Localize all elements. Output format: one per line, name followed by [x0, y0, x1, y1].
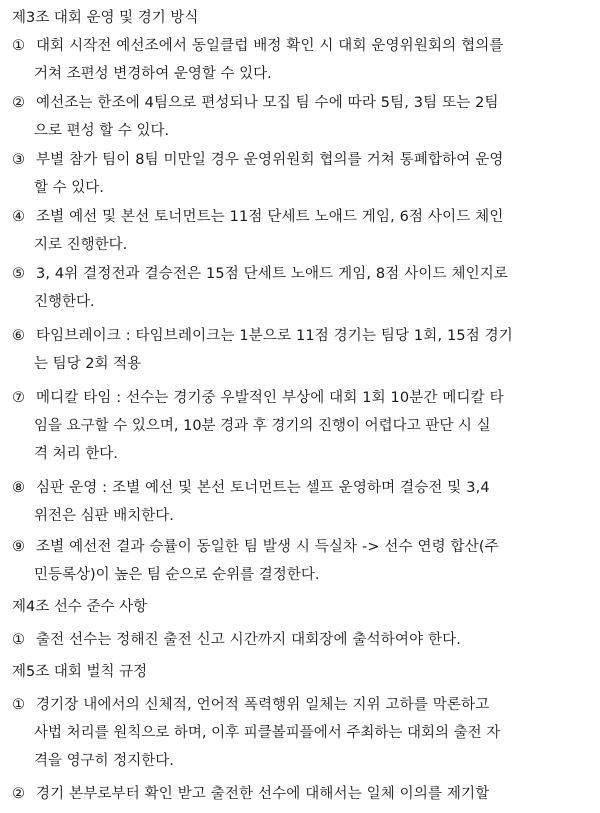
item-number: ⑥ — [12, 328, 26, 344]
item-text-line: 타임브레이크 : 타임브레이크는 1분으로 11점 경기는 팀당 1회, 15점 경기 — [36, 328, 513, 344]
item-text-line: 심판 운영 : 조별 예선 및 본선 토너먼트는 셀프 운영하며 결승전 및 3,4 — [36, 480, 490, 496]
item-text-line: 임을 요구할 수 있으며, 10분 경과 후 경기의 진행이 어렵다고 판단 시 실 — [34, 418, 491, 434]
item-text-line: 예선조는 한조에 4팀으로 편성되나 모집 팀 수에 따라 5팀, 3팀 또는 2팀 — [36, 95, 499, 111]
section-3-item-4 — [12, 203, 586, 259]
item-number: ② — [12, 95, 26, 111]
item-text-line: 메디칼 타임 : 선수는 경기중 우발적인 부상에 대회 1회 10분간 메디칼 타 — [36, 390, 504, 406]
section-3-item-8 — [12, 474, 586, 530]
item-text-line: 사법 처리를 원칙으로 하며, 이후 피클볼피플에서 주최하는 대회의 출전 자 — [34, 725, 501, 741]
item-number: ⑦ — [12, 390, 26, 406]
item-text-line: 조별 예선 및 본선 토너먼트는 11점 단세트 노애드 게임, 6점 사이드 체인 — [36, 209, 504, 225]
section-3-heading: 제3조 대회 운영 및 경기 방식 — [12, 10, 199, 26]
item-text-line: 거쳐 조편성 변경하여 운영할 수 있다. — [34, 66, 272, 82]
item-number: ④ — [12, 209, 26, 225]
item-number: ③ — [12, 152, 26, 168]
item-number: ① — [12, 38, 26, 54]
item-text-line: 부별 참가 팀이 8팀 미만일 경우 운영위원회 협의를 거쳐 통폐합하여 운영 — [36, 152, 504, 168]
section-5-item-2 — [12, 780, 586, 808]
item-text-line: 격을 영구히 정지한다. — [34, 753, 174, 769]
item-text-line: 위전은 심판 배치한다. — [34, 508, 174, 524]
section-3-item-5 — [12, 260, 586, 316]
item-text-line: 민등록상)이 높은 팀 순으로 순위를 결정한다. — [34, 567, 320, 583]
section-5-heading: 제5조 대회 벌칙 규정 — [12, 664, 148, 680]
item-text-line: 으로 편성 할 수 있다. — [34, 123, 170, 139]
item-text-line: 경기장 내에서의 신체적, 언어적 폭력행위 일체는 지위 고하를 막론하고 — [36, 697, 490, 713]
item-number: ② — [12, 786, 26, 802]
section-3-item-9 — [12, 533, 586, 589]
item-number: ⑨ — [12, 539, 26, 555]
item-number: ⑧ — [12, 480, 26, 496]
section-4-item-1 — [12, 626, 586, 654]
section-3-item-7 — [12, 384, 586, 468]
item-text-line: 경기 본부로부터 확인 받고 출전한 선수에 대해서는 일체 이의를 제기할 — [36, 786, 490, 802]
item-text-line: 격 처리 한다. — [34, 446, 118, 462]
section-3-item-2 — [12, 89, 586, 145]
item-number: ① — [12, 632, 26, 648]
item-text-line: 출전 선수는 정해진 출전 신고 시간까지 대회장에 출석하여야 한다. — [36, 632, 462, 648]
item-number: ① — [12, 697, 26, 713]
item-text-line: 지로 진행한다. — [34, 237, 128, 253]
section-3-item-1 — [12, 32, 586, 88]
item-text-line: 할 수 있다. — [34, 180, 104, 196]
section-4-heading: 제4조 선수 준수 사항 — [12, 599, 148, 615]
item-text-line: 대회 시작전 예선조에서 동일클럽 배정 확인 시 대회 운영위원회의 협의를 — [36, 38, 504, 54]
section-3-item-3 — [12, 146, 586, 202]
section-5-item-1 — [12, 691, 586, 775]
item-text-line: 는 팀당 2회 적용 — [34, 356, 142, 372]
section-3-item-6 — [12, 322, 586, 378]
item-text-line: 진행한다. — [34, 294, 95, 310]
item-text-line: 3, 4위 결정전과 결승전은 15점 단세트 노애드 게임, 8점 사이드 체인지로 — [36, 266, 509, 282]
item-number: ⑤ — [12, 266, 26, 282]
item-text-line: 조별 예선전 결과 승률이 동일한 팀 발생 시 득실차 -> 선수 연령 합산(주 — [36, 539, 499, 555]
